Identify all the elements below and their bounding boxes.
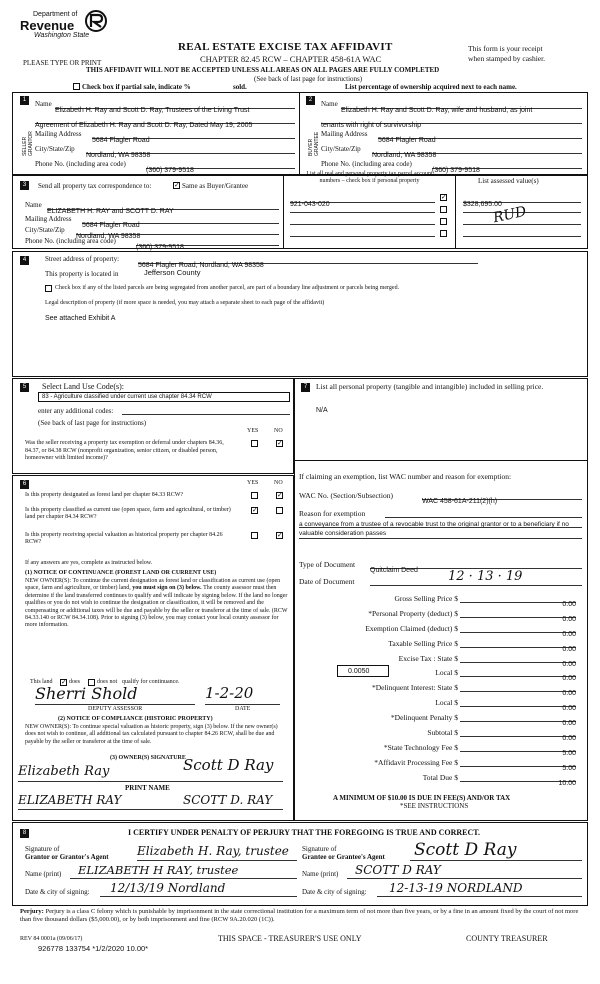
receipt-stamp: 926778 133754 *1/2/2020 10.00* (38, 944, 149, 953)
s6-yes-header: YES (247, 480, 259, 486)
partial-sale-label: Check box if partial sale, indicate % (82, 83, 191, 91)
seller-city-label: City/State/Zip (35, 145, 75, 153)
technology-fee-field[interactable]: 5.00 (460, 742, 576, 752)
grantee-date-field[interactable]: 12-13-19 NORDLAND (377, 881, 582, 897)
historic-question: Is this property receiving special valuation as historical property per chapter 84.26 RCW? (25, 532, 223, 545)
exemption-question: Was the seller receiving a property tax exemption or deferral under chapters 84.36, 84.37, or 84.38 RCW (nonprofit organization, senior citizen, or disabled person, homeowner with limited income)? (25, 440, 224, 461)
forest-question: Is this property designated as forest land per chapter 84.33 RCW? (25, 492, 184, 498)
local-excise-label: Local $ (435, 668, 458, 677)
doc-date-field[interactable]: 12 · 13 · 19 (370, 569, 582, 586)
county-value: Jefferson County (144, 268, 201, 277)
assessor-signature-field[interactable]: Sherri Shold (35, 684, 195, 705)
deputy-assessor-label: DEPUTY ASSESSOR (88, 706, 143, 712)
corr-city-label: City/State/Zip (25, 226, 65, 234)
buyer-mailing-label: Mailing Address (321, 130, 368, 138)
land-use-label: Select Land Use Code(s): (42, 382, 124, 391)
exemption-claim-label: If claiming an exemption, list WAC number and reason for exemption: (299, 472, 512, 481)
parties-divider (299, 92, 300, 175)
buyer-city-field[interactable]: Nordland, WA 98358 (372, 144, 582, 154)
corr-mailing-field[interactable]: 5684 Flagler Road (82, 214, 279, 224)
corr-phone-field[interactable]: (360) 379-9518 (136, 236, 279, 246)
seller-city-field[interactable]: Nordland, WA 98358 (86, 144, 295, 154)
dor-emblem-icon (85, 9, 107, 33)
corr-phone-label: Phone No. (including area code) (25, 237, 116, 245)
legal-value: See attached Exhibit A (45, 315, 116, 322)
assessor-date-label: DATE (235, 706, 251, 712)
parcel-field-4[interactable] (290, 229, 435, 237)
additional-codes-label: enter any additional codes: (38, 407, 114, 415)
assessor-initials: RUD (491, 203, 528, 227)
exemption-yes-checkbox[interactable] (251, 440, 258, 447)
state-excise-field[interactable]: 0.00 (460, 653, 576, 663)
land-use-yes-header: YES (247, 428, 259, 434)
land-use-code-field[interactable]: 83 - Agriculture classified under current use chapter 84.34 RCW (38, 392, 290, 402)
receipt-note-1: This form is your receipt (468, 44, 543, 53)
processing-fee-field[interactable]: 5.00 (460, 757, 576, 767)
seller-mailing-label: Mailing Address (35, 130, 82, 138)
street-field[interactable]: 5684 Flagler Road, Nordland, WA 98358 (138, 254, 478, 264)
assessed-field-4[interactable] (463, 229, 581, 237)
historic-yes-checkbox[interactable] (251, 532, 258, 539)
gross-price-field[interactable]: 0.00 (460, 593, 576, 603)
gross-price-label: Gross Selling Price $ (394, 594, 458, 603)
section-1-number: 1 (20, 96, 29, 105)
delinquent-interest-state-label: *Delinquent Interest: State $ (371, 683, 458, 692)
section-6-number: 6 (20, 480, 29, 489)
delinquent-interest-local-field[interactable]: 0.00 (460, 697, 576, 707)
buyer-phone-label: Phone No. (including area code) (321, 160, 412, 168)
owner-print-field[interactable]: ELIZABETH RAY SCOTT D. RAY (18, 791, 283, 810)
local-rate-field[interactable]: 0.0050 (337, 665, 389, 677)
parcel-field-3[interactable] (290, 217, 435, 225)
personal-deduct-label: *Personal Property (deduct) $ (368, 609, 458, 618)
parcel-header-2: numbers – check box if personal property (319, 178, 420, 184)
doc-type-field[interactable]: Quitclaim Deed (370, 559, 582, 569)
located-label: This property is located in (45, 270, 119, 278)
same-as-buyer-checkbox[interactable]: ✓ (174, 181, 180, 189)
delinquent-penalty-label: *Delinquent Penalty $ (390, 713, 458, 722)
grantee-print-field[interactable]: SCOTT D RAY (347, 863, 582, 879)
legal-label: Legal description of property (if more space is needed, you may attach a separate sheet to each page of the affidavit) (45, 300, 325, 306)
street-label: Street address of property: (45, 255, 120, 263)
qualify-label: qualify for continuance. (122, 679, 180, 685)
s6-no-header: NO (274, 480, 283, 486)
grantor-date-field[interactable]: 12/13/19 Nordland (100, 881, 297, 897)
buyer-mailing-field[interactable]: 5684 Flagler Road (378, 129, 582, 139)
reason-line-2 (299, 526, 582, 528)
county-treasurer-label: COUNTY TREASURER (466, 934, 548, 943)
grantor-sig-label-2: Grantor or Grantor's Agent (25, 853, 109, 861)
doc-type-label: Type of Document (299, 560, 356, 569)
form-title: REAL ESTATE EXCISE TAX AFFIDAVIT (178, 41, 393, 53)
certify-statement: I CERTIFY UNDER PENALTY OF PERJURY THAT THE FOREGOING IS TRUE AND CORRECT. (128, 828, 481, 837)
does-checkbox[interactable]: ✓ (61, 678, 67, 686)
s7-divider (294, 460, 588, 461)
section-7-number: 7 (301, 383, 310, 392)
seller-phone-field[interactable]: (360) 379-9518 (146, 159, 295, 169)
additional-codes-field[interactable] (122, 406, 290, 415)
owner-signature-field[interactable]: Elizabeth Ray Scott D Ray (18, 762, 283, 782)
form-chapter: CHAPTER 82.45 RCW – CHAPTER 458-61A WAC (200, 54, 382, 64)
grantee-print-label: Name (print) (302, 870, 339, 878)
notice-compliance-title: (2) NOTICE OF COMPLIANCE (HISTORIC PROPERTY) (58, 716, 213, 722)
grantee-date-label: Date & city of signing: (302, 888, 367, 896)
seller-grantor-label: SELLER GRANTOR (22, 131, 34, 156)
send-correspondence-label: Send all property tax correspondence to: (38, 182, 152, 190)
land-use-no-header: NO (274, 428, 283, 434)
processing-fee-label: *Affidavit Processing Fee $ (374, 758, 458, 767)
section-2-number: 2 (306, 96, 315, 105)
forest-no-checkbox[interactable]: ✓ (277, 491, 283, 499)
grantor-print-label: Name (print) (25, 870, 62, 878)
personal-property-value: N/A (316, 407, 328, 414)
buyer-name-field[interactable]: Elizabeth H. Ray and Scott D. Ray, wife and husband, as joint (341, 99, 582, 109)
subtotal-field[interactable]: 0.00 (460, 727, 576, 737)
corr-mailing-label: Mailing Address (25, 215, 72, 223)
agency-line-3: Washington State (34, 32, 90, 39)
grantee-sig-label-2: Grantee or Grantee's Agent (302, 853, 385, 861)
minimum-due-note: A MINIMUM OF $10.00 IS DUE IN FEE(S) AND/OR TAX (333, 794, 511, 802)
seller-name-label: Name (35, 100, 52, 108)
exemption-deduct-field[interactable]: 0.00 (460, 623, 576, 633)
notice-compliance-text: NEW OWNER(S): To continue special valuation as historic property, sign (3) below. If the new owner(s) does not wish to continue, all additional tax calculated pursuant to chapter 84.26 RCW, shall be due and payable by the seller or transferor at the time of sale. (25, 724, 278, 745)
corr-name-label: Name (25, 201, 42, 209)
corr-city-field[interactable]: Nordland, WA 98358 (76, 225, 279, 235)
buyer-name-field-2[interactable]: tenants with right of survivorship (321, 114, 582, 124)
forest-yes-checkbox[interactable] (251, 492, 258, 499)
personal-property-label: List all personal property (tangible and intangible) included in selling price. (316, 382, 544, 391)
wac-field[interactable]: WAC 458-61A-211(2)(h) (422, 490, 582, 500)
corr-name-field[interactable]: ELIZABETH H. RAY and SCOTT D. RAY (47, 200, 279, 210)
see-instructions-note: *SEE INSTRUCTIONS (400, 802, 469, 810)
technology-fee-label: *State Technology Fee $ (383, 743, 458, 752)
grantor-sig-label-1: Signature of (25, 845, 60, 853)
doc-date-label: Date of Document (299, 577, 355, 586)
parcel-personal-checkbox-2[interactable] (440, 206, 447, 213)
section-4-number: 4 (20, 256, 29, 265)
section-5-number: 5 (20, 383, 29, 392)
exemption-no-checkbox[interactable]: ✓ (277, 439, 283, 447)
section-3-number: 3 (20, 181, 29, 190)
taxable-price-field[interactable]: 0.00 (460, 638, 576, 648)
segregated-checkbox[interactable] (45, 285, 52, 292)
total-due-label: Total Due $ (422, 773, 458, 782)
delinquent-interest-local-label: Local $ (435, 698, 458, 707)
buyer-phone-field[interactable]: (360) 379-9518 (432, 159, 582, 169)
current-use-question: Is this property classified as current use (open space, farm and agricultural, or timber) land per chapter 84.34 RCW? (25, 507, 231, 520)
assessed-field-1[interactable]: $328,695.00 (463, 193, 581, 203)
treasurer-use-only: THIS SPACE - TREASURER'S USE ONLY (218, 934, 362, 943)
section-8-number: 8 (20, 829, 29, 838)
assessed-header: List assessed value(s) (478, 177, 539, 185)
see-last-page: (See back of last page for instructions) (254, 75, 363, 83)
reason-field-line[interactable] (385, 509, 582, 518)
form-number: REV 84 0001a (09/06/17) (20, 936, 83, 942)
parcel-field-2[interactable] (290, 205, 435, 213)
grantee-signature-field[interactable]: Scott D Ray (410, 840, 582, 861)
taxable-price-label: Taxable Selling Price $ (388, 639, 458, 648)
grantor-signature-field[interactable]: Elizabeth H. Ray, trustee (137, 844, 297, 861)
grantor-date-label: Date & city of signing: (25, 888, 90, 896)
grantee-sig-label-1: Signature of (302, 845, 337, 853)
reason-value: a conveyance from a trustee of a revocable trust to the original grantor or to a beneficiary if no valuable consideration passes (299, 521, 569, 537)
historic-no-checkbox[interactable]: ✓ (277, 531, 283, 539)
land-use-see-back: (See back of last page for instructions) (38, 419, 147, 427)
current-use-no-checkbox[interactable] (276, 507, 283, 514)
assessed-divider (455, 175, 456, 249)
list-percentage: List percentage of ownership acquired next to each name. (345, 83, 517, 91)
seller-name-field[interactable]: Elizabeth H. Ray and Scott D. Ray, Trustees of the Living Trust (55, 99, 295, 109)
agency-line-1: Department of (33, 11, 78, 18)
delinquent-penalty-field[interactable]: 0.00 (460, 712, 576, 722)
local-excise-field[interactable]: 0.00 (460, 667, 576, 677)
parcel-personal-checkbox-4[interactable] (440, 230, 447, 237)
buyer-grantee-label: BUYER GRANTEE (308, 131, 320, 156)
sold-label: sold. (233, 83, 247, 91)
current-use-yes-checkbox[interactable]: ✓ (252, 506, 258, 514)
parcel-personal-checkbox-3[interactable] (440, 218, 447, 225)
notice-continuance-text: NEW OWNER(S): To continue the current designation as forest land or classification as current use (open space, farm and agriculture, or timber) land, you must sign on (3) below. The county assessor must then determine if the land transferred continues to qualify and will indicate by signing below. If the land no longer qualifies or you do not wish to continue the designation or classification, it will be removed and the compensating or additional taxes will be due and payable by the seller or transferor at the time of sale. (RCW 84.33.140 or RCW 84.34.108). Prior to signing (3) below, you may contact your local county assessor for more information. (25, 578, 288, 629)
receipt-note-2: when stamped by cashier. (468, 54, 546, 63)
agency-line-2: Revenue (20, 18, 75, 33)
parcel-personal-checkbox-1[interactable]: ✓ (441, 193, 447, 201)
does-label: does (69, 679, 80, 685)
owner-signature-label: (3) OWNER(S) SIGNATURE (110, 755, 186, 761)
perjury-notice: Perjury: Perjury is a class C felony which is punishable by imprisonment in the state correctional institution for a maximum term of not more than five years, or by a fine in an amount fixed by the court of not more than five thousand dollars ($5,000.00), or by both imprisonment and fine (RCW 9A.20.020 (1C)). (20, 908, 579, 923)
form-warning: THIS AFFIDAVIT WILL NOT BE ACCEPTED UNLESS ALL AREAS ON ALL PAGES ARE FULLY COMPLETED (86, 66, 440, 74)
parcel-header-1: List all real and personal property tax parcel account (306, 171, 433, 177)
delinquent-interest-state-field[interactable]: 0.00 (460, 682, 576, 692)
seller-mailing-field[interactable]: 5684 Flagler Road (92, 129, 295, 139)
if-yes-note: If any answers are yes, complete as instructed below. (25, 560, 153, 566)
grantor-print-field[interactable]: ELIZABETH H RAY, trustee (70, 863, 297, 879)
reason-label: Reason for exemption (299, 509, 366, 518)
assessor-date-field[interactable]: 1-2-20 (205, 684, 280, 705)
print-name-label: PRINT NAME (125, 784, 170, 792)
seller-name-field-2[interactable]: Agreement of Elizabeth H. Ray and Scott D. Ray, Dated May 19, 2005 (35, 114, 295, 124)
buyer-name-label: Name (321, 100, 338, 108)
seller-phone-label: Phone No. (including area code) (35, 160, 126, 168)
same-as-buyer-label: Same as Buyer/Grantee (182, 182, 249, 190)
buyer-city-label: City/State/Zip (321, 145, 361, 153)
partial-sale-checkbox[interactable] (73, 83, 80, 90)
state-excise-label: Excise Tax : State $ (398, 654, 458, 663)
personal-deduct-field[interactable]: 0.00 (460, 608, 576, 618)
notice-continuance-title: (1) NOTICE OF CONTINUANCE (FOREST LAND OR CURRENT USE) (25, 570, 217, 576)
type-or-print: PLEASE TYPE OR PRINT (23, 59, 102, 67)
segregated-label: Check box if any of the listed parcels are being segregated from another parcel, are part of a boundary line adjustment or parcels being merged. (55, 285, 400, 291)
does-not-label: does not (97, 679, 118, 685)
parcel-field-1[interactable]: 921-043-020 (290, 193, 435, 203)
wac-label: WAC No. (Section/Subsection) (299, 491, 393, 500)
subtotal-label: Subtotal $ (427, 728, 458, 737)
correspondence-divider (283, 175, 284, 249)
reason-line-3 (299, 537, 582, 539)
total-due-field[interactable]: 10.00 (460, 772, 576, 782)
this-land-label: This land (30, 679, 53, 685)
exemption-deduct-label: Exemption Claimed (deduct) $ (365, 624, 458, 633)
